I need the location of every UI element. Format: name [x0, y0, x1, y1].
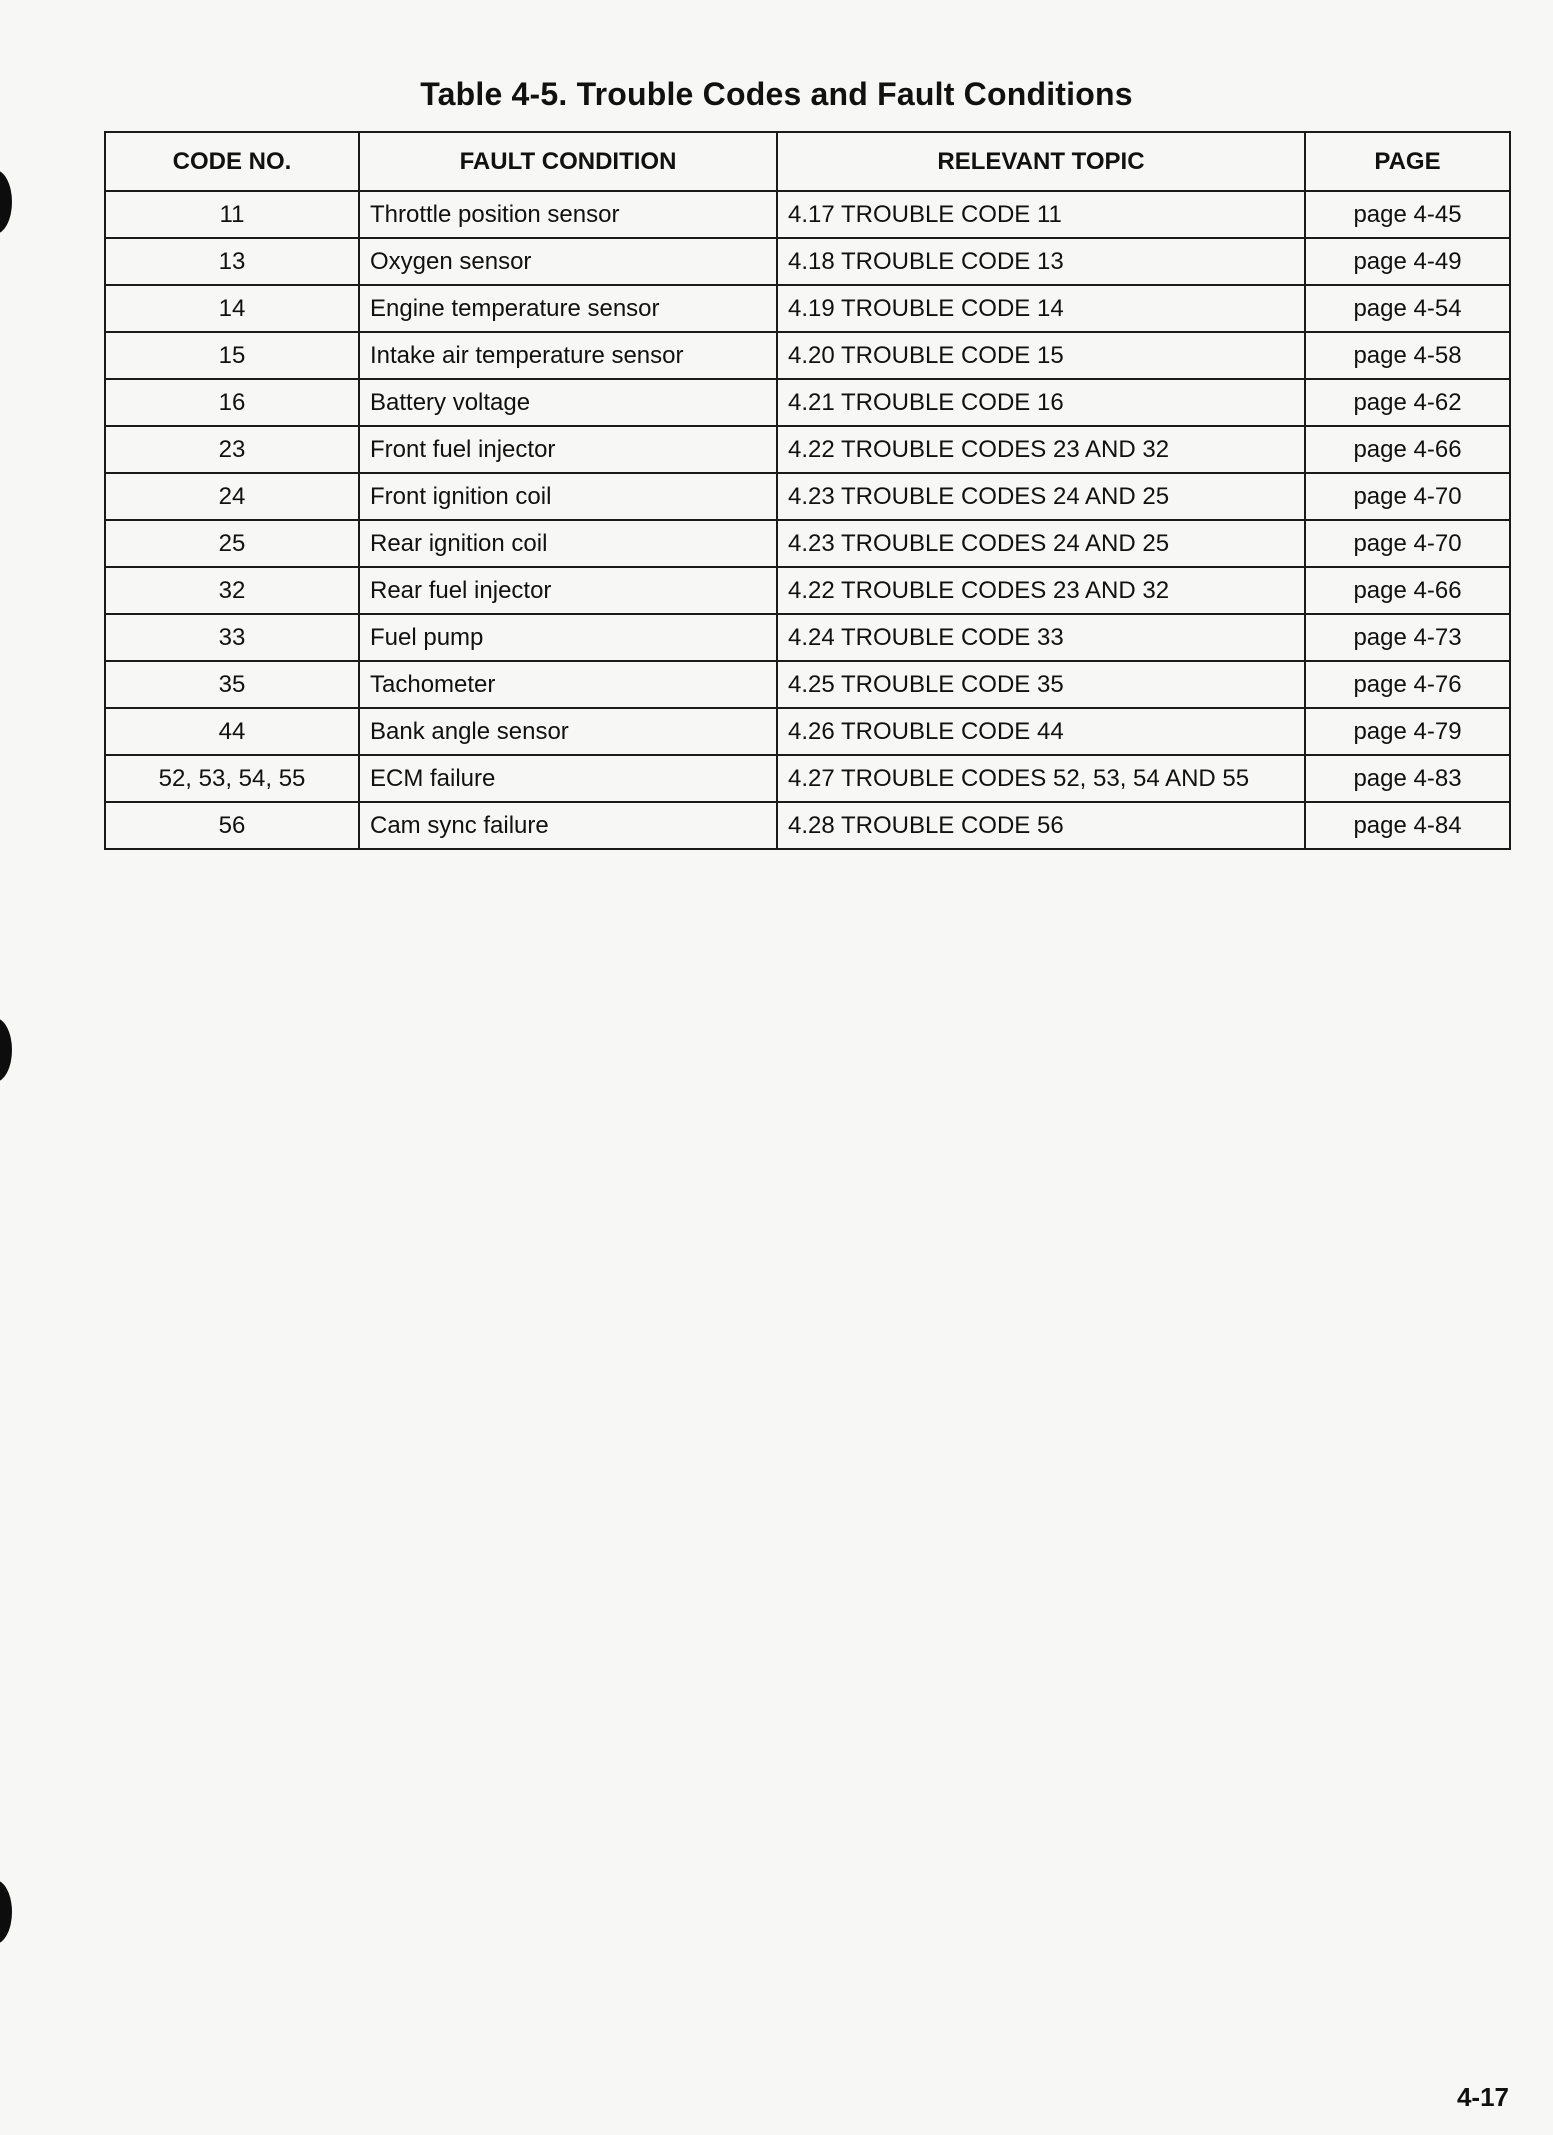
table-row: [105, 755, 1510, 802]
cell-fault-condition: Oxygen sensor: [359, 238, 777, 285]
cell-relevant-topic: 4.19 TROUBLE CODE 14: [777, 285, 1305, 332]
cell-page: page 4-84: [1305, 802, 1510, 849]
cell-page: page 4-83: [1305, 755, 1510, 802]
binder-hole: [0, 170, 12, 234]
cell-page: page 4-54: [1305, 285, 1510, 332]
cell-fault-condition: Bank angle sensor: [359, 708, 777, 755]
cell-page: page 4-70: [1305, 473, 1510, 520]
table-row: [105, 332, 1510, 379]
table-row: [105, 191, 1510, 238]
cell-code: 33: [105, 614, 359, 661]
header-code: CODE NO.: [105, 132, 359, 191]
cell-fault-condition: Intake air temperature sensor: [359, 332, 777, 379]
table-row: [105, 708, 1510, 755]
cell-code: 52, 53, 54, 55: [105, 755, 359, 802]
table-row: [105, 285, 1510, 332]
cell-fault-condition: Fuel pump: [359, 614, 777, 661]
table-row: [105, 426, 1510, 473]
cell-relevant-topic: 4.17 TROUBLE CODE 11: [777, 191, 1305, 238]
cell-page: page 4-70: [1305, 520, 1510, 567]
cell-page: page 4-58: [1305, 332, 1510, 379]
cell-relevant-topic: 4.28 TROUBLE CODE 56: [777, 802, 1305, 849]
cell-code: 11: [105, 191, 359, 238]
cell-code: 23: [105, 426, 359, 473]
cell-page: page 4-45: [1305, 191, 1510, 238]
cell-relevant-topic: 4.22 TROUBLE CODES 23 AND 32: [777, 567, 1305, 614]
cell-page: page 4-66: [1305, 567, 1510, 614]
cell-code: 56: [105, 802, 359, 849]
cell-fault-condition: Throttle position sensor: [359, 191, 777, 238]
header-relevant-topic: RELEVANT TOPIC: [777, 132, 1305, 191]
cell-fault-condition: Battery voltage: [359, 379, 777, 426]
header-fault-condition: FAULT CONDITION: [359, 132, 777, 191]
cell-fault-condition: Front fuel injector: [359, 426, 777, 473]
cell-page: page 4-62: [1305, 379, 1510, 426]
table-row: [105, 567, 1510, 614]
table-row: [105, 614, 1510, 661]
cell-relevant-topic: 4.21 TROUBLE CODE 16: [777, 379, 1305, 426]
cell-page: page 4-66: [1305, 426, 1510, 473]
cell-relevant-topic: 4.27 TROUBLE CODES 52, 53, 54 AND 55: [777, 755, 1305, 802]
cell-relevant-topic: 4.23 TROUBLE CODES 24 AND 25: [777, 473, 1305, 520]
table-row: [105, 661, 1510, 708]
cell-code: 13: [105, 238, 359, 285]
cell-relevant-topic: 4.23 TROUBLE CODES 24 AND 25: [777, 520, 1305, 567]
cell-fault-condition: Engine temperature sensor: [359, 285, 777, 332]
cell-fault-condition: ECM failure: [359, 755, 777, 802]
cell-fault-condition: Tachometer: [359, 661, 777, 708]
table-row: [105, 238, 1510, 285]
cell-code: 25: [105, 520, 359, 567]
table-row: [105, 473, 1510, 520]
cell-relevant-topic: 4.26 TROUBLE CODE 44: [777, 708, 1305, 755]
cell-code: 14: [105, 285, 359, 332]
cell-code: 32: [105, 567, 359, 614]
cell-fault-condition: Front ignition coil: [359, 473, 777, 520]
table-row: [105, 802, 1510, 849]
cell-code: 15: [105, 332, 359, 379]
cell-relevant-topic: 4.20 TROUBLE CODE 15: [777, 332, 1305, 379]
cell-relevant-topic: 4.18 TROUBLE CODE 13: [777, 238, 1305, 285]
header-page: PAGE: [1305, 132, 1510, 191]
binder-hole: [0, 1018, 12, 1082]
cell-code: 24: [105, 473, 359, 520]
cell-relevant-topic: 4.24 TROUBLE CODE 33: [777, 614, 1305, 661]
cell-code: 16: [105, 379, 359, 426]
cell-fault-condition: Cam sync failure: [359, 802, 777, 849]
cell-fault-condition: Rear ignition coil: [359, 520, 777, 567]
cell-fault-condition: Rear fuel injector: [359, 567, 777, 614]
cell-page: page 4-49: [1305, 238, 1510, 285]
table-row: [105, 520, 1510, 567]
binder-hole: [0, 1880, 12, 1944]
cell-page: page 4-73: [1305, 614, 1510, 661]
cell-page: page 4-76: [1305, 661, 1510, 708]
table-header-row: [105, 132, 1510, 191]
cell-code: 44: [105, 708, 359, 755]
table-title: Table 4-5. Trouble Codes and Fault Conditions: [420, 76, 1133, 112]
table-row: [105, 379, 1510, 426]
cell-relevant-topic: 4.25 TROUBLE CODE 35: [777, 661, 1305, 708]
page-number: 4-17: [1456, 2082, 1509, 2112]
cell-page: page 4-79: [1305, 708, 1510, 755]
cell-code: 35: [105, 661, 359, 708]
cell-relevant-topic: 4.22 TROUBLE CODES 23 AND 32: [777, 426, 1305, 473]
trouble-codes-table: [104, 131, 1511, 850]
